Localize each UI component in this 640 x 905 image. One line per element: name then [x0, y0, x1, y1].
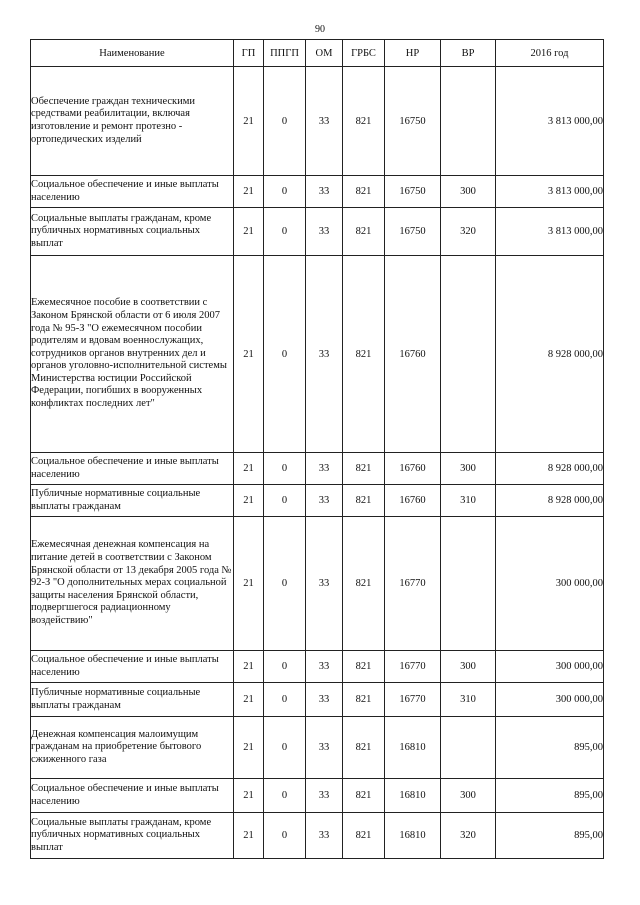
- row-name: Социальные выплаты гражданам, кроме публичных нормативных социальных выплат: [31, 208, 234, 256]
- row-gp: 21: [234, 256, 264, 453]
- column-header-om: ОМ: [306, 40, 343, 67]
- row-vr: 310: [441, 683, 496, 717]
- row-amount: 300 000,00: [496, 683, 604, 717]
- row-om: 33: [306, 651, 343, 683]
- table-row: [31, 176, 604, 208]
- row-ppgp: 0: [264, 67, 306, 176]
- row-amount: 895,00: [496, 717, 604, 779]
- row-amount: 3 813 000,00: [496, 176, 604, 208]
- row-nr: 16810: [385, 717, 441, 779]
- row-nr: 16770: [385, 683, 441, 717]
- row-om: 33: [306, 67, 343, 176]
- table-row: [31, 485, 604, 517]
- row-vr: [441, 256, 496, 453]
- row-ppgp: 0: [264, 485, 306, 517]
- row-nr: 16760: [385, 256, 441, 453]
- row-vr: 300: [441, 176, 496, 208]
- row-om: 33: [306, 779, 343, 813]
- column-header-gp: ГП: [234, 40, 264, 67]
- row-vr: 300: [441, 453, 496, 485]
- row-name: Ежемесячное пособие в соответствии с Законом Брянской области от 6 июля 2007 года № 95-З "О ежемесячном пособии родителям и вдовам военнослужащих, сотрудников органов внутренних дел и органов уголовно-исполнительной системы Министерства юстиции Российской Федерации, погибших в вооруженных конфликтах последних лет": [31, 256, 234, 453]
- row-ppgp: 0: [264, 256, 306, 453]
- row-nr: 16760: [385, 453, 441, 485]
- row-vr: 310: [441, 485, 496, 517]
- row-om: 33: [306, 256, 343, 453]
- row-gp: 21: [234, 517, 264, 651]
- table-row: [31, 651, 604, 683]
- row-name: Ежемесячная денежная компенсация на питание детей в соответствии с Законом Брянской области от 13 декабря 2005 года № 92-З "О дополнительных мерах социальной защиты населения Брянской области, подвергшегося радиационному воздействию": [31, 517, 234, 651]
- row-om: 33: [306, 453, 343, 485]
- row-gp: 21: [234, 683, 264, 717]
- row-vr: [441, 67, 496, 176]
- row-gp: 21: [234, 779, 264, 813]
- table-row: [31, 208, 604, 256]
- row-nr: 16810: [385, 779, 441, 813]
- row-vr: 320: [441, 813, 496, 859]
- row-gp: 21: [234, 67, 264, 176]
- row-gp: 21: [234, 453, 264, 485]
- row-amount: 3 813 000,00: [496, 67, 604, 176]
- row-amount: 300 000,00: [496, 651, 604, 683]
- table-row: [31, 779, 604, 813]
- row-grbs: 821: [343, 208, 385, 256]
- column-header-nr: НР: [385, 40, 441, 67]
- row-nr: 16760: [385, 485, 441, 517]
- row-grbs: 821: [343, 651, 385, 683]
- row-name: Социальное обеспечение и иные выплаты населению: [31, 176, 234, 208]
- row-om: 33: [306, 683, 343, 717]
- row-grbs: 821: [343, 176, 385, 208]
- column-header-vr: ВР: [441, 40, 496, 67]
- row-vr: 300: [441, 651, 496, 683]
- row-amount: 8 928 000,00: [496, 256, 604, 453]
- row-amount: 8 928 000,00: [496, 485, 604, 517]
- row-nr: 16750: [385, 176, 441, 208]
- row-nr: 16770: [385, 651, 441, 683]
- row-nr: 16750: [385, 208, 441, 256]
- row-name: Публичные нормативные социальные выплаты гражданам: [31, 683, 234, 717]
- row-ppgp: 0: [264, 779, 306, 813]
- table-row: [31, 453, 604, 485]
- row-nr: 16750: [385, 67, 441, 176]
- row-ppgp: 0: [264, 453, 306, 485]
- row-grbs: 821: [343, 453, 385, 485]
- row-amount: 895,00: [496, 813, 604, 859]
- row-vr: 320: [441, 208, 496, 256]
- row-name: Социальное обеспечение и иные выплаты населению: [31, 779, 234, 813]
- row-amount: 895,00: [496, 779, 604, 813]
- row-om: 33: [306, 717, 343, 779]
- row-grbs: 821: [343, 67, 385, 176]
- row-name: Обеспечение граждан техническими средствами реабилитации, включая изготовление и ремонт протезно - ортопедических изделий: [31, 67, 234, 176]
- row-gp: 21: [234, 176, 264, 208]
- row-name: Социальные выплаты гражданам, кроме публичных нормативных социальных выплат: [31, 813, 234, 859]
- row-ppgp: 0: [264, 813, 306, 859]
- table-row: [31, 813, 604, 859]
- row-name: Денежная компенсация малоимущим гражданам на приобретение бытового сжиженного газа: [31, 717, 234, 779]
- row-gp: 21: [234, 485, 264, 517]
- column-header-name: Наименование: [31, 40, 234, 67]
- table-row: [31, 67, 604, 176]
- row-gp: 21: [234, 813, 264, 859]
- row-name: Социальное обеспечение и иные выплаты населению: [31, 651, 234, 683]
- row-vr: 300: [441, 779, 496, 813]
- row-nr: 16810: [385, 813, 441, 859]
- budget-table: [30, 39, 604, 859]
- row-ppgp: 0: [264, 717, 306, 779]
- table-row: [31, 517, 604, 651]
- row-grbs: 821: [343, 256, 385, 453]
- row-amount: 300 000,00: [496, 517, 604, 651]
- table-header-row: [31, 40, 604, 67]
- row-grbs: 821: [343, 517, 385, 651]
- row-grbs: 821: [343, 813, 385, 859]
- row-nr: 16770: [385, 517, 441, 651]
- row-om: 33: [306, 208, 343, 256]
- row-grbs: 821: [343, 779, 385, 813]
- row-vr: [441, 517, 496, 651]
- row-amount: 3 813 000,00: [496, 208, 604, 256]
- row-om: 33: [306, 485, 343, 517]
- row-grbs: 821: [343, 717, 385, 779]
- row-ppgp: 0: [264, 651, 306, 683]
- row-om: 33: [306, 813, 343, 859]
- row-om: 33: [306, 517, 343, 651]
- column-header-grbs: ГРБС: [343, 40, 385, 67]
- row-ppgp: 0: [264, 176, 306, 208]
- row-grbs: 821: [343, 683, 385, 717]
- column-header-ppgp: ППГП: [264, 40, 306, 67]
- page-number: 90: [315, 24, 325, 35]
- row-gp: 21: [234, 208, 264, 256]
- row-amount: 8 928 000,00: [496, 453, 604, 485]
- row-ppgp: 0: [264, 517, 306, 651]
- row-gp: 21: [234, 651, 264, 683]
- row-grbs: 821: [343, 485, 385, 517]
- row-vr: [441, 717, 496, 779]
- table-row: [31, 683, 604, 717]
- table-row: [31, 717, 604, 779]
- table-row: [31, 256, 604, 453]
- row-ppgp: 0: [264, 208, 306, 256]
- row-name: Публичные нормативные социальные выплаты гражданам: [31, 485, 234, 517]
- row-name: Социальное обеспечение и иные выплаты населению: [31, 453, 234, 485]
- row-gp: 21: [234, 717, 264, 779]
- row-ppgp: 0: [264, 683, 306, 717]
- column-header-year: 2016 год: [496, 40, 604, 67]
- row-om: 33: [306, 176, 343, 208]
